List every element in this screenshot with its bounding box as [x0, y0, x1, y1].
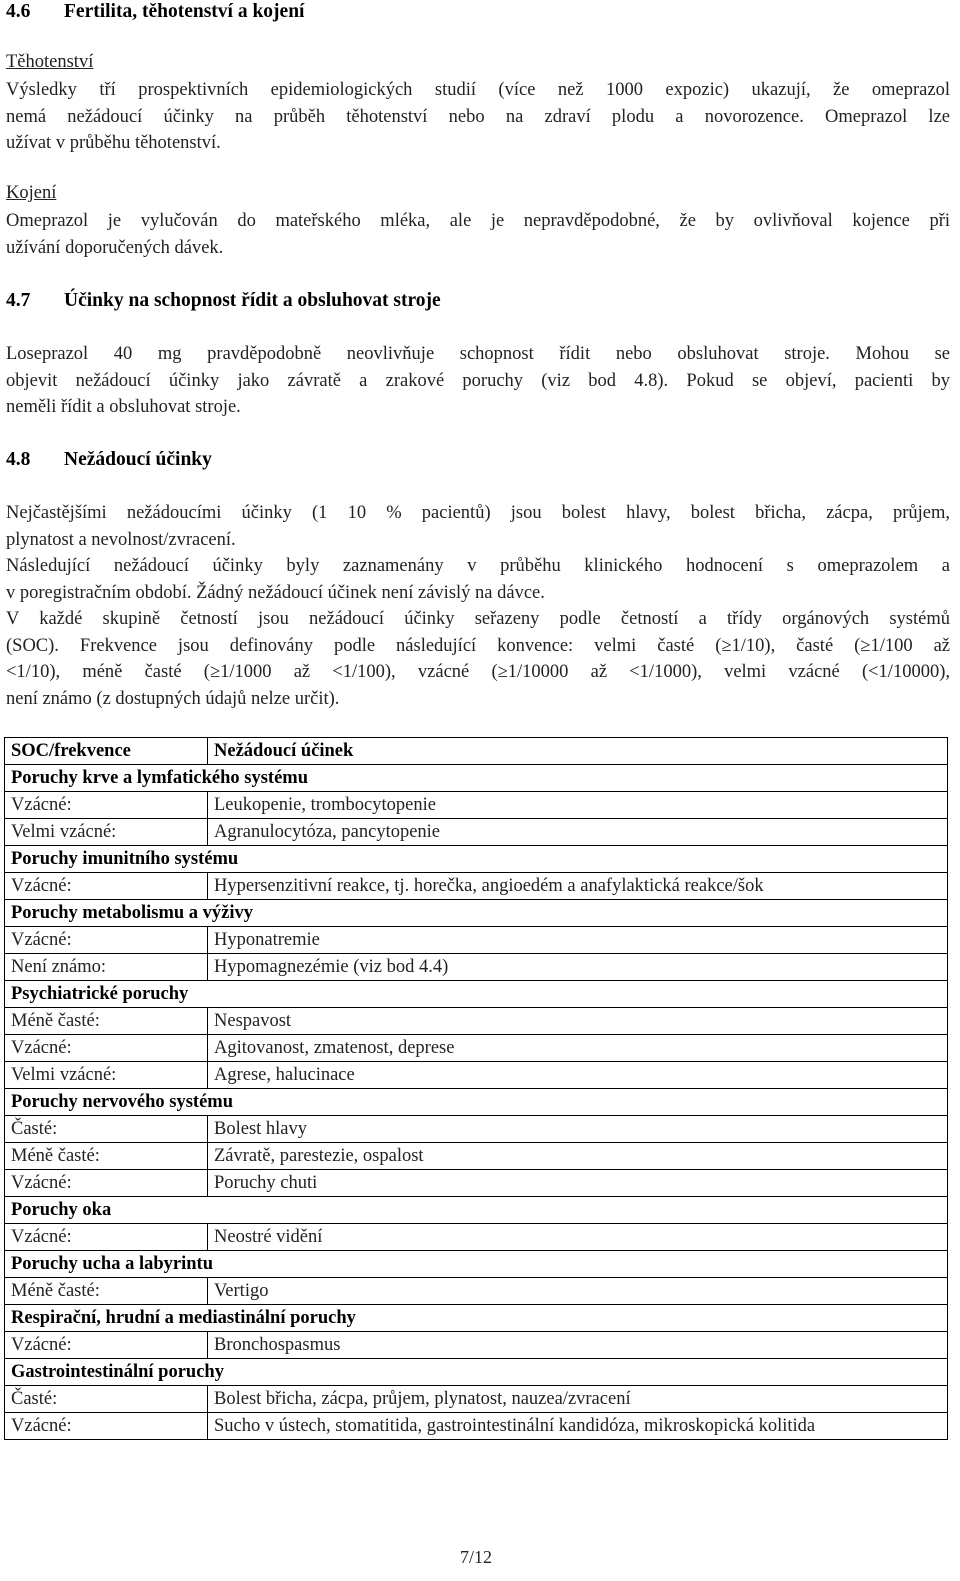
- table-row: [5, 1224, 948, 1251]
- soc-group-name: Gastrointestinální poruchy: [5, 1359, 948, 1386]
- effect-cell: Bolest hlavy: [208, 1116, 948, 1143]
- text-line: objevit nežádoucí účinky jako závratě a zrakové poruchy (viz bod 4.8). Pokud se objeví, pacienti by: [6, 370, 950, 391]
- frequency-cell: Vzácné:: [5, 1332, 208, 1359]
- frequency-cell: Vzácné:: [5, 1413, 208, 1440]
- adverse-effects-table: [4, 737, 948, 1440]
- text-line: nemá nežádoucí účinky na průběh těhotenství nebo na zdraví plodu a novorozence. Omeprazol lze: [6, 106, 950, 127]
- text-line: plynatost a nevolnost/zvracení.: [6, 529, 236, 550]
- effect-cell: Hypersenzitivní reakce, tj. horečka, angioedém a anafylaktická reakce/šok: [208, 873, 948, 900]
- frequency-cell: Není známo:: [5, 954, 208, 981]
- effect-cell: Bolest břicha, zácpa, průjem, plynatost, nauzea/zvracení: [208, 1386, 948, 1413]
- text-line: (SOC). Frekvence jsou definovány podle následující konvence: velmi časté (≥1/10), časté (≥1/100 až: [6, 635, 950, 656]
- soc-group-name: Respirační, hrudní a mediastinální poruchy: [5, 1305, 948, 1332]
- table-row: [5, 927, 948, 954]
- table-group-row: [5, 765, 948, 792]
- frequency-cell: Vzácné:: [5, 1035, 208, 1062]
- breastfeeding-paragraph: [6, 208, 950, 261]
- table-row: [5, 819, 948, 846]
- text-line: není známo (z dostupných údajů nelze určit).: [6, 688, 340, 709]
- table-row: [5, 792, 948, 819]
- frequency-cell: Vzácné:: [5, 1224, 208, 1251]
- frequency-cell: Méně časté:: [5, 1143, 208, 1170]
- pregnancy-heading: Těhotenství: [6, 52, 94, 72]
- table-group-row: [5, 900, 948, 927]
- table-row: [5, 1062, 948, 1089]
- page-number: 7/12: [459, 1547, 492, 1567]
- table-group-row: [5, 846, 948, 873]
- table-row: [5, 1332, 948, 1359]
- frequency-cell: Časté:: [5, 1386, 208, 1413]
- section-title: Fertilita, těhotenství a kojení: [64, 1, 305, 22]
- section-4-8-heading: [6, 449, 212, 471]
- text-line: Následující nežádoucí účinky byly zaznamenány v průběhu klinického hodnocení s omeprazolem a: [6, 556, 950, 576]
- effect-cell: Agrese, halucinace: [208, 1062, 948, 1089]
- header-effect: Nežádoucí účinek: [208, 738, 948, 765]
- soc-group-name: Psychiatrické poruchy: [5, 981, 948, 1008]
- frequency-cell: Méně časté:: [5, 1008, 208, 1035]
- soc-group-name: Poruchy ucha a labyrintu: [5, 1251, 948, 1278]
- effect-cell: Poruchy chuti: [208, 1170, 948, 1197]
- adverse-effects-paragraph: [6, 500, 950, 712]
- table-row: [5, 1413, 948, 1440]
- soc-group-name: Poruchy metabolismu a výživy: [5, 900, 948, 927]
- text-line: Omeprazol je vylučován do mateřského mléka, ale je nepravděpodobné, že by ovlivňoval kojence při: [6, 211, 950, 231]
- effect-cell: Sucho v ústech, stomatitida, gastrointestinální kandidóza, mikroskopická kolitida: [208, 1413, 948, 1440]
- section-number: 4.7: [6, 290, 31, 311]
- table-row: [5, 1116, 948, 1143]
- text-line: V každé skupině četností jsou nežádoucí účinky seřazeny podle četností a třídy orgánových systémů: [6, 609, 950, 629]
- breastfeeding-heading: Kojení: [6, 183, 57, 203]
- table-row: [5, 1008, 948, 1035]
- soc-group-name: Poruchy imunitního systému: [5, 846, 948, 873]
- effect-cell: Leukopenie, trombocytopenie: [208, 792, 948, 819]
- text-line: Výsledky tří prospektivních epidemiologických studií (více než 1000 expozic) ukazují, že omeprazol: [6, 80, 950, 100]
- pregnancy-paragraph: [6, 77, 950, 157]
- effect-cell: Bronchospasmus: [208, 1332, 948, 1359]
- table-row: [5, 1035, 948, 1062]
- effect-cell: Hyponatremie: [208, 927, 948, 954]
- driving-paragraph: [6, 341, 950, 421]
- section-number: 4.8: [6, 449, 31, 470]
- frequency-cell: Méně časté:: [5, 1278, 208, 1305]
- soc-group-name: Poruchy nervového systému: [5, 1089, 948, 1116]
- text-line: Nejčastějšími nežádoucími účinky (1 10 % pacientů) jsou bolest hlavy, bolest břicha, zácpa, průjem,: [6, 503, 950, 523]
- header-frequency: SOC/frekvence: [5, 738, 208, 765]
- table-group-row: [5, 1251, 948, 1278]
- table-row: [5, 873, 948, 900]
- table-row: [5, 1170, 948, 1197]
- effect-cell: Agranulocytóza, pancytopenie: [208, 819, 948, 846]
- effect-cell: Neostré vidění: [208, 1224, 948, 1251]
- section-4-6-heading: [6, 1, 304, 23]
- section-4-7-heading: [6, 290, 441, 312]
- text-line: Loseprazol 40 mg pravděpodobně neovlivňuje schopnost řídit nebo obsluhovat stroje. Mohou se: [6, 344, 950, 364]
- frequency-cell: Velmi vzácné:: [5, 819, 208, 846]
- frequency-cell: Velmi vzácné:: [5, 1062, 208, 1089]
- table-row: [5, 1386, 948, 1413]
- frequency-cell: Vzácné:: [5, 792, 208, 819]
- text-line: <1/10), méně časté (≥1/1000 až <1/100), vzácné (≥1/10000 až <1/1000), velmi vzácné (<1/10000),: [6, 662, 950, 682]
- frequency-cell: Vzácné:: [5, 927, 208, 954]
- soc-group-name: Poruchy oka: [5, 1197, 948, 1224]
- table-group-row: [5, 981, 948, 1008]
- frequency-cell: Vzácné:: [5, 873, 208, 900]
- table-row: [5, 1278, 948, 1305]
- table-row: [5, 954, 948, 981]
- table-row: [5, 1143, 948, 1170]
- text-line: v poregistračním období. Žádný nežádoucí účinek není závislý na dávce.: [6, 582, 545, 603]
- effect-cell: Hypomagnezémie (viz bod 4.4): [208, 954, 948, 981]
- table-group-row: [5, 1197, 948, 1224]
- table-header-row: [5, 738, 948, 765]
- effect-cell: Závratě, parestezie, ospalost: [208, 1143, 948, 1170]
- table-group-row: [5, 1359, 948, 1386]
- frequency-cell: Časté:: [5, 1116, 208, 1143]
- text-line: užívat v průběhu těhotenství.: [6, 133, 221, 153]
- section-title: Nežádoucí účinky: [64, 449, 212, 470]
- effect-cell: Vertigo: [208, 1278, 948, 1305]
- section-title: Účinky na schopnost řídit a obsluhovat stroje: [64, 290, 441, 311]
- table-group-row: [5, 1305, 948, 1332]
- section-number: 4.6: [6, 1, 31, 22]
- frequency-cell: Vzácné:: [5, 1170, 208, 1197]
- text-line: neměli řídit a obsluhovat stroje.: [6, 397, 241, 417]
- text-line: užívání doporučených dávek.: [6, 237, 224, 258]
- table-group-row: [5, 1089, 948, 1116]
- soc-group-name: Poruchy krve a lymfatického systému: [5, 765, 948, 792]
- effect-cell: Nespavost: [208, 1008, 948, 1035]
- effect-cell: Agitovanost, zmatenost, deprese: [208, 1035, 948, 1062]
